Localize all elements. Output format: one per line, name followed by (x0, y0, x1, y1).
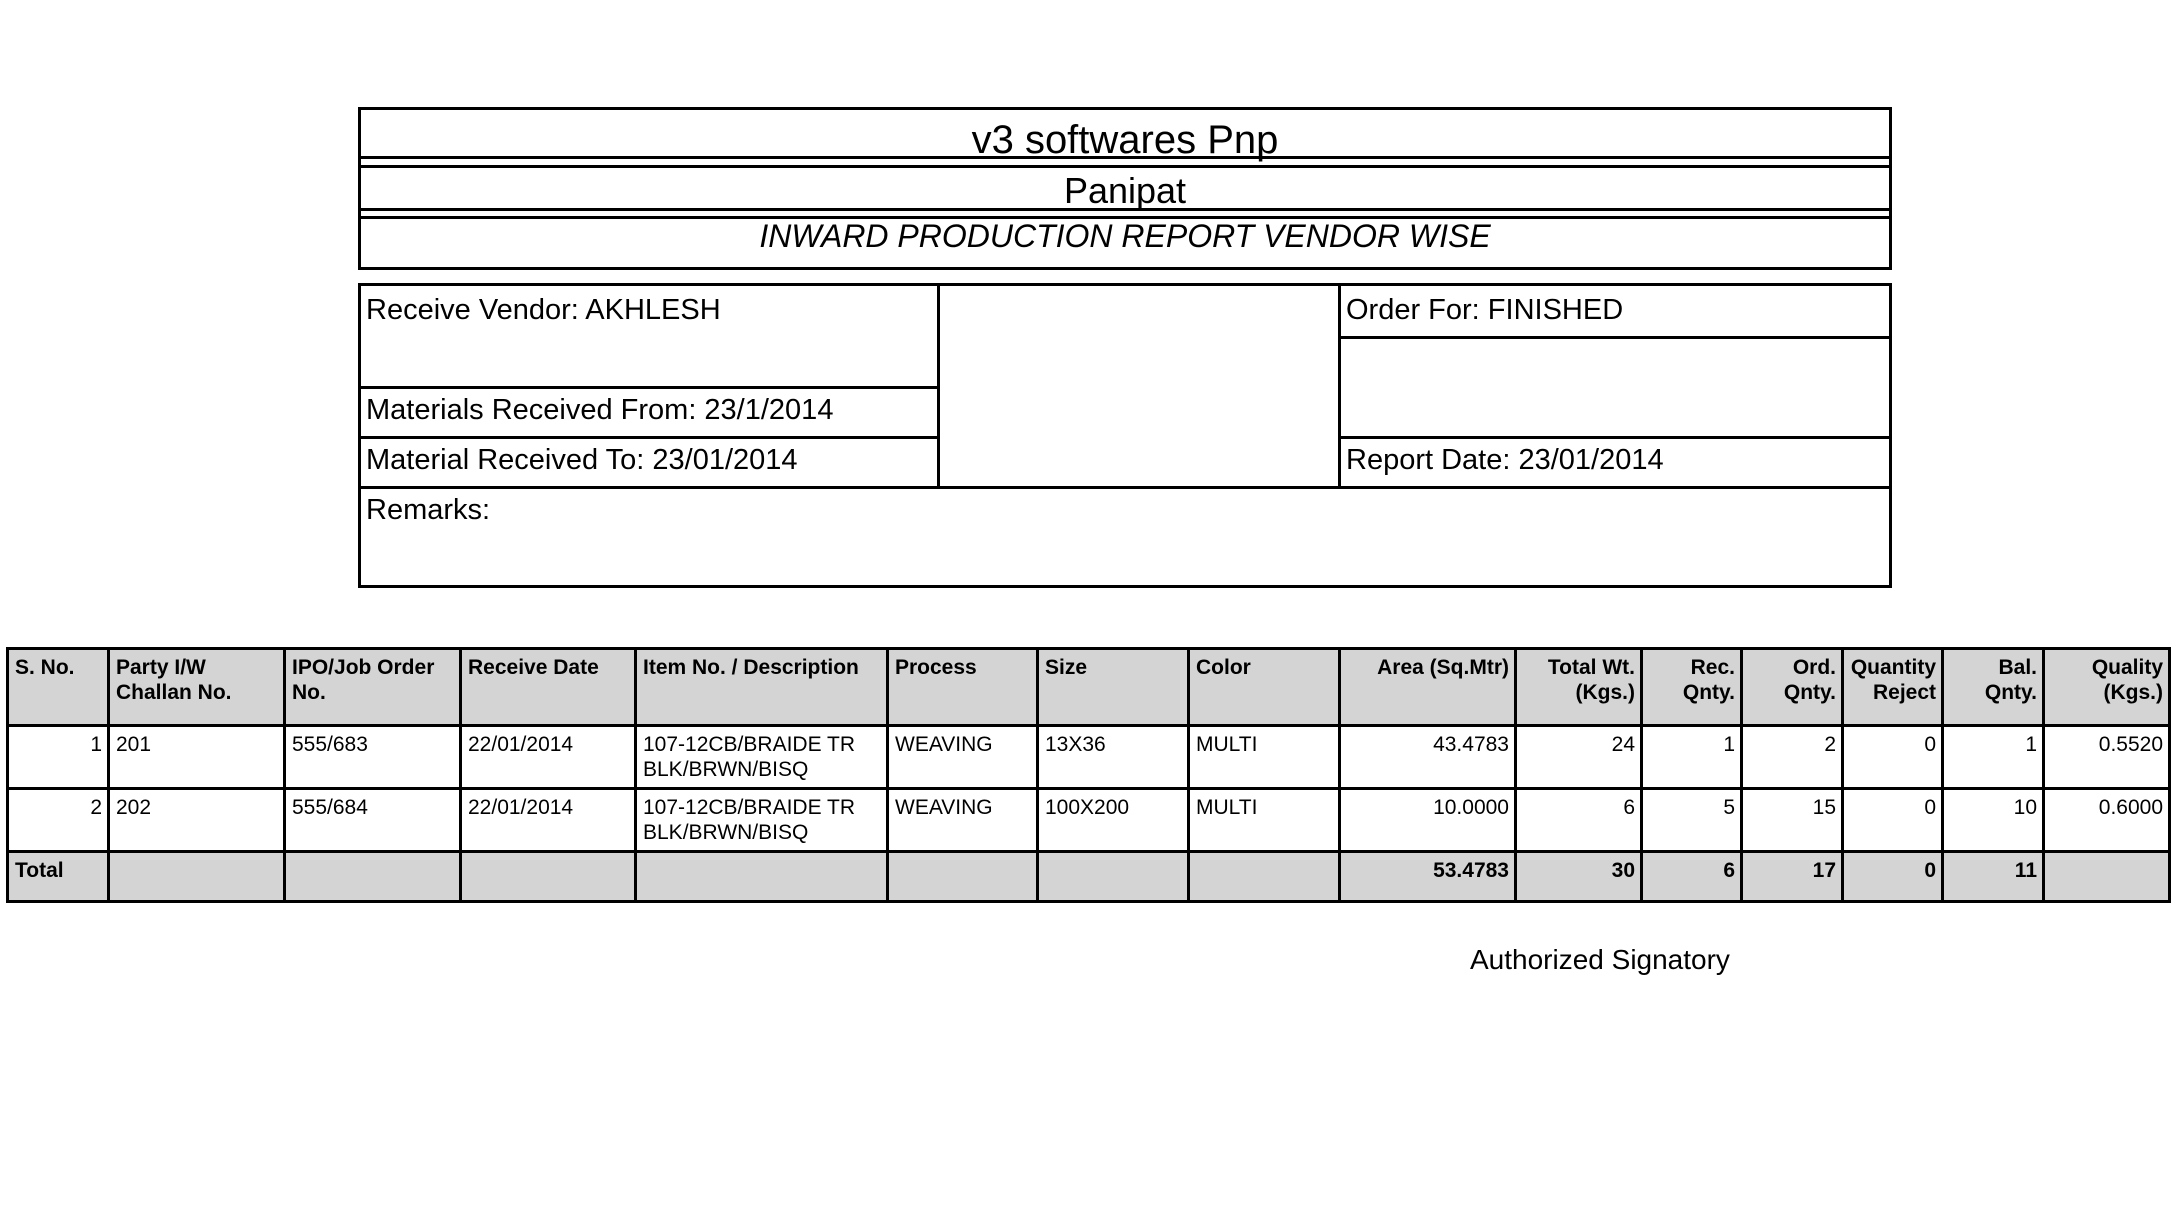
col-header-total-wt: Total Wt. (Kgs.) (1516, 649, 1642, 726)
cell-total-wt: 6 (1516, 789, 1642, 852)
cell-total-wt: 24 (1516, 726, 1642, 789)
cell-bal-qnty: 10 (1943, 789, 2044, 852)
cell-color: MULTI (1189, 789, 1340, 852)
total-area: 53.4783 (1340, 852, 1516, 902)
col-header-job-order: IPO/Job Order No. (285, 649, 461, 726)
cell-rec-qnty: 5 (1642, 789, 1742, 852)
report-date: Report Date: 23/01/2014 (1346, 444, 1664, 476)
authorized-signatory: Authorized Signatory (1470, 944, 1730, 975)
cell-process: WEAVING (888, 789, 1038, 852)
cell-bal-qnty: 1 (1943, 726, 2044, 789)
col-header-qty-reject: Quantity Reject (1843, 649, 1943, 726)
order-for: Order For: FINISHED (1346, 294, 1624, 326)
cell-qty-reject: 0 (1843, 789, 1943, 852)
info-divider (1338, 286, 1341, 486)
total-total-wt: 30 (1516, 852, 1642, 902)
total-empty-cell (109, 852, 285, 902)
col-header-size: Size (1038, 649, 1189, 726)
cell-quality: 0.6000 (2044, 789, 2170, 852)
cell-color: MULTI (1189, 726, 1340, 789)
report-title: INWARD PRODUCTION REPORT VENDOR WISE (759, 218, 1491, 254)
info-rule (1338, 436, 1889, 439)
col-header-sno: S. No. (8, 649, 109, 726)
col-header-process: Process (888, 649, 1038, 726)
total-bal-qnty: 11 (1943, 852, 2044, 902)
total-empty-cell (888, 852, 1038, 902)
cell-challan: 201 (109, 726, 285, 789)
cell-ord-qnty: 2 (1742, 726, 1843, 789)
cell-job-order: 555/683 (285, 726, 461, 789)
header-rule (361, 208, 1889, 211)
table-header-row (8, 649, 2170, 726)
col-header-rec-qnty: Rec. Qnty. (1642, 649, 1742, 726)
total-empty-cell (285, 852, 461, 902)
col-header-receive-date: Receive Date (461, 649, 636, 726)
cell-sno: 2 (8, 789, 109, 852)
cell-quality: 0.5520 (2044, 726, 2170, 789)
col-header-quality: Quality (Kgs.) (2044, 649, 2170, 726)
col-header-bal-qnty: Bal. Qnty. (1943, 649, 2044, 726)
info-rule (361, 486, 1889, 489)
material-received-to: Material Received To: 23/01/2014 (366, 444, 798, 476)
report-info-box (358, 283, 1892, 588)
cell-item-description: 107-12CB/BRAIDE TR BLK/BRWN/BISQ (636, 726, 888, 789)
table-row (8, 789, 2170, 852)
info-rule (361, 436, 939, 439)
total-label: Total (8, 852, 109, 902)
total-ord-qnty: 17 (1742, 852, 1843, 902)
info-rule (361, 386, 939, 389)
table-row (8, 726, 2170, 789)
cell-receive-date: 22/01/2014 (461, 789, 636, 852)
header-rule (361, 165, 1889, 168)
table-total-row (8, 852, 2170, 902)
col-header-challan: Party I/W Challan No. (109, 649, 285, 726)
col-header-item-description: Item No. / Description (636, 649, 888, 726)
total-empty-cell (2044, 852, 2170, 902)
cell-ord-qnty: 15 (1742, 789, 1843, 852)
cell-qty-reject: 0 (1843, 726, 1943, 789)
cell-challan: 202 (109, 789, 285, 852)
cell-sno: 1 (8, 726, 109, 789)
cell-area: 10.0000 (1340, 789, 1516, 852)
company-name: v3 softwares Pnp (971, 118, 1279, 162)
cell-area: 43.4783 (1340, 726, 1516, 789)
total-rec-qnty: 6 (1642, 852, 1742, 902)
cell-process: WEAVING (888, 726, 1038, 789)
total-qty-reject: 0 (1843, 852, 1943, 902)
total-empty-cell (461, 852, 636, 902)
materials-received-from: Materials Received From: 23/1/2014 (366, 394, 834, 426)
col-header-area: Area (Sq.Mtr) (1340, 649, 1516, 726)
company-city: Panipat (1063, 170, 1187, 211)
total-empty-cell (1038, 852, 1189, 902)
remarks-label: Remarks: (366, 494, 491, 526)
report-header-box (358, 107, 1892, 270)
receive-vendor: Receive Vendor: AKHLESH (366, 294, 721, 326)
cell-size: 13X36 (1038, 726, 1189, 789)
info-rule (1338, 336, 1889, 339)
col-header-ord-qnty: Ord. Qnty. (1742, 649, 1843, 726)
cell-size: 100X200 (1038, 789, 1189, 852)
cell-job-order: 555/684 (285, 789, 461, 852)
production-table (6, 647, 2171, 903)
cell-receive-date: 22/01/2014 (461, 726, 636, 789)
cell-item-description: 107-12CB/BRAIDE TR BLK/BRWN/BISQ (636, 789, 888, 852)
cell-rec-qnty: 1 (1642, 726, 1742, 789)
header-rule (361, 156, 1889, 159)
total-empty-cell (636, 852, 888, 902)
total-empty-cell (1189, 852, 1340, 902)
col-header-color: Color (1189, 649, 1340, 726)
